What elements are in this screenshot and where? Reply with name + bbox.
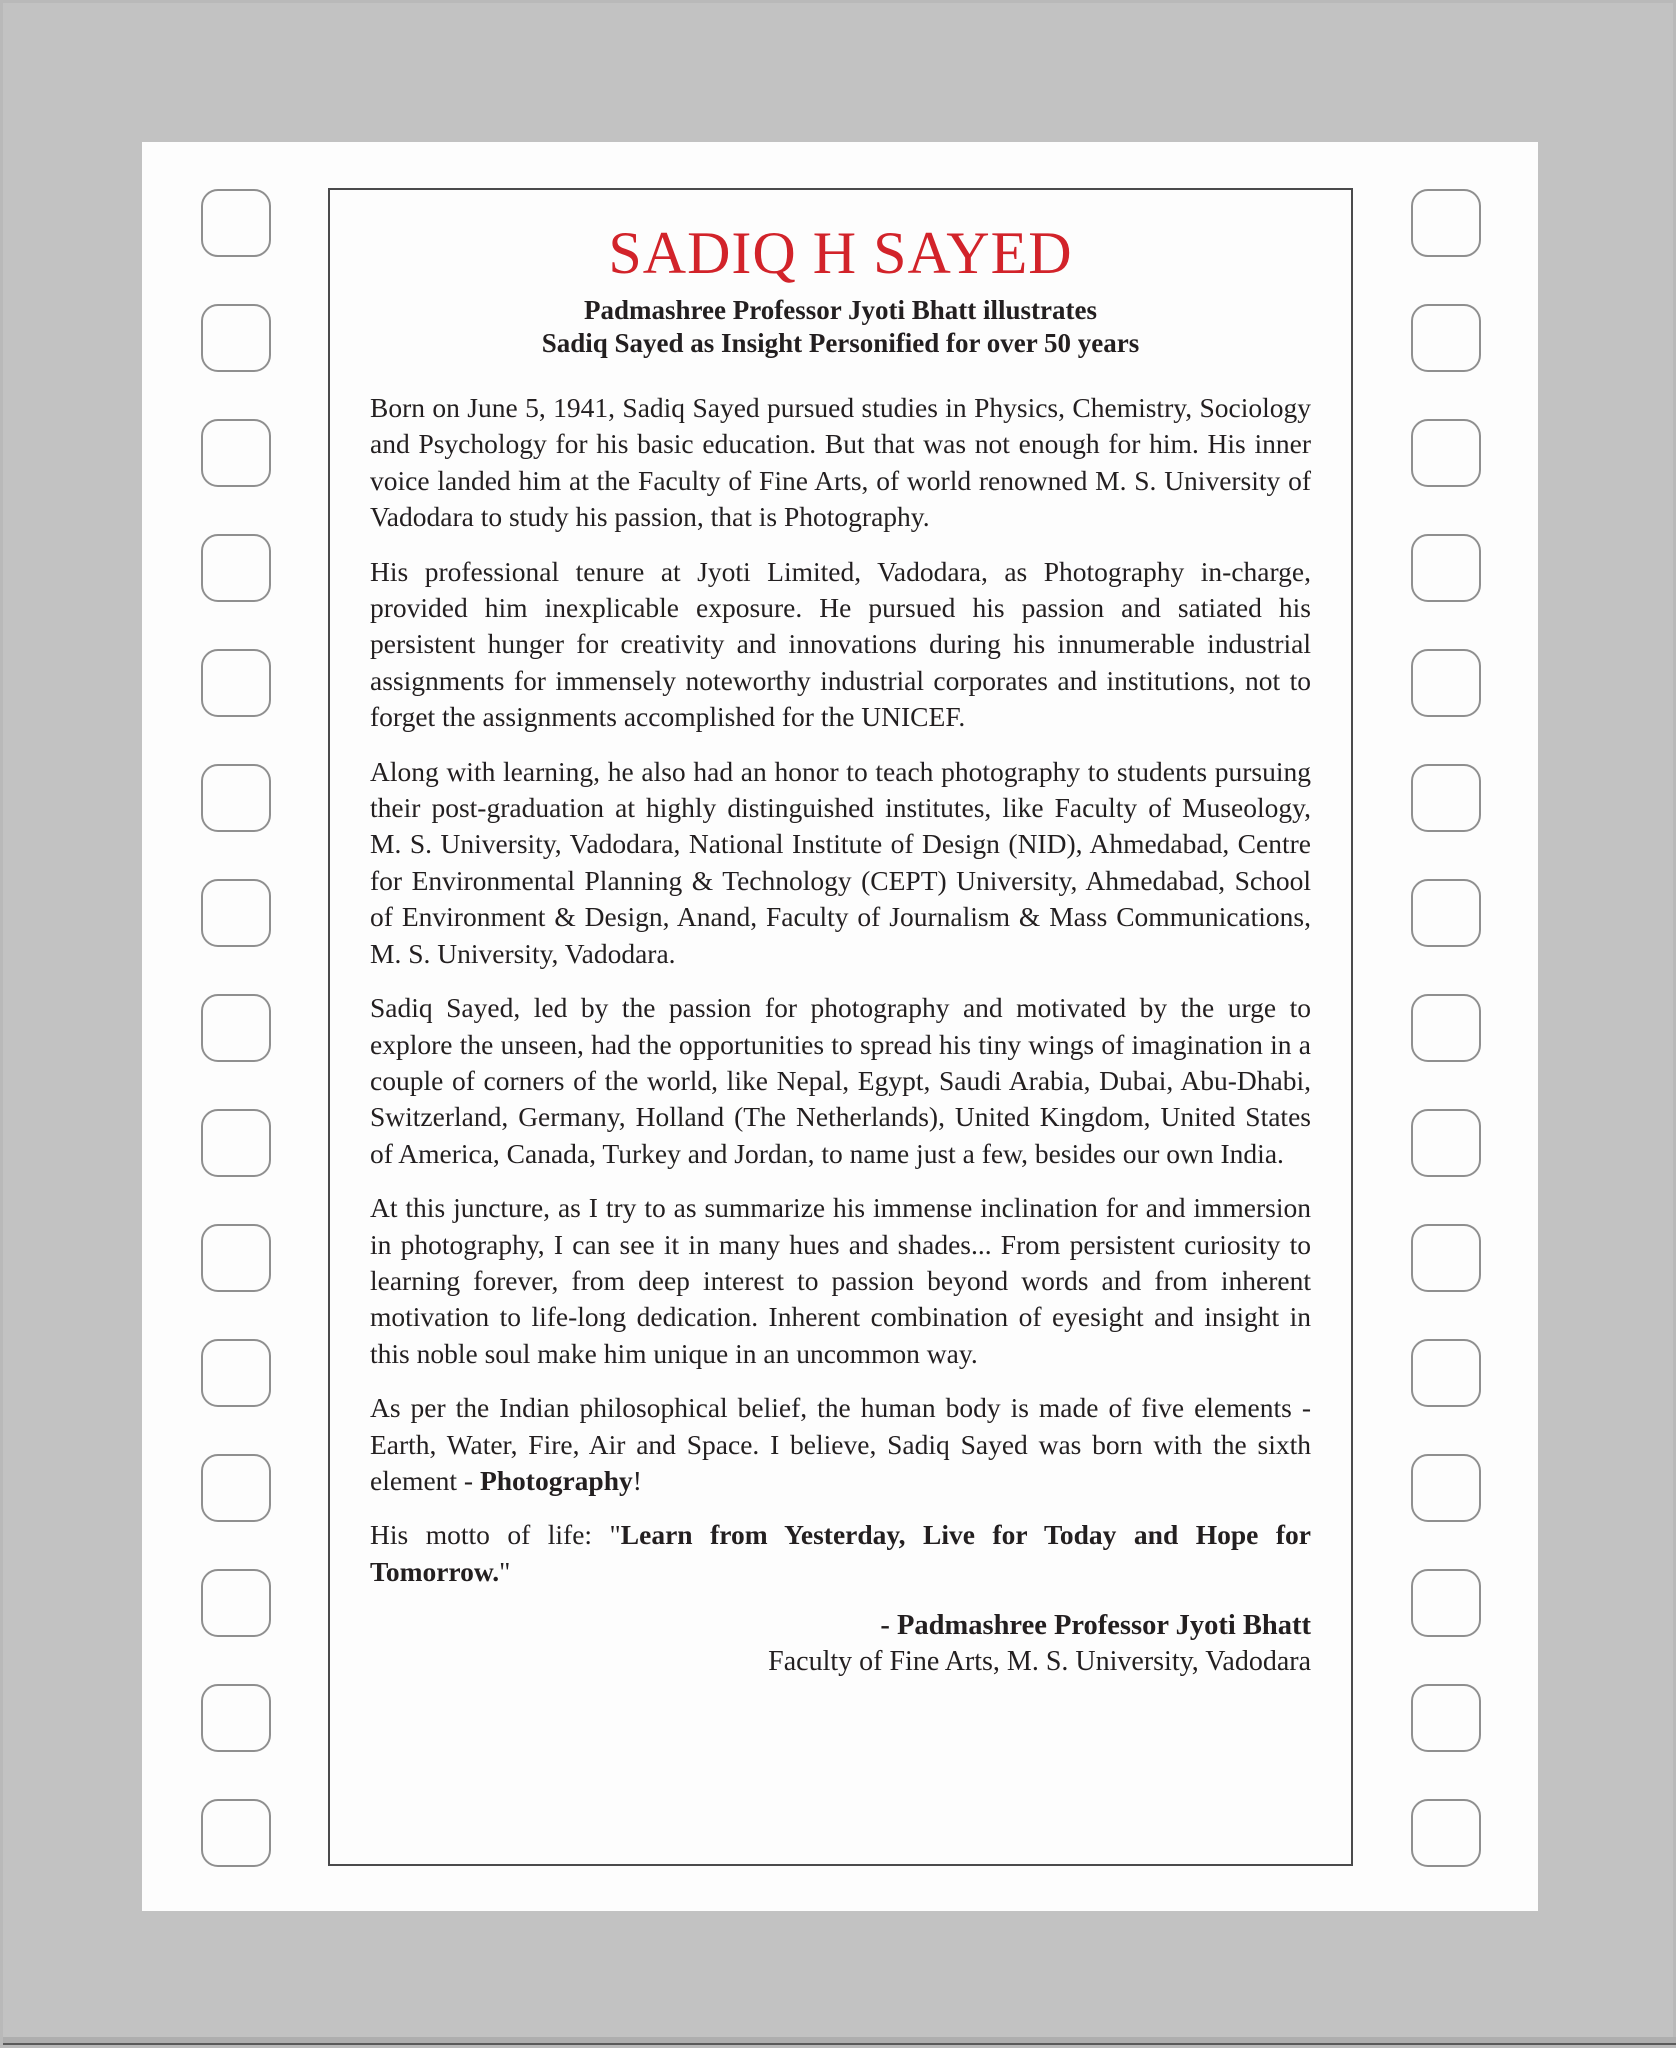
plain-text: Sadiq Sayed, led by the passion for photography and motivated by the urge to explore the unseen, had the opportunities to spread his tiny wings of imagination in a couple of corners of the world, like Nepal, Egypt, Saudi Arabia, Dubai, Abu-Dhabi, Switzerland, Germany, Holland (The Netherlands), United Kingdom, United States of America, Canada, Turkey and Jordan, to name just a few, besides our own India. <box>370 992 1311 1169</box>
film-sprocket-hole-icon <box>1411 534 1481 602</box>
plain-text: His motto of life: " <box>370 1519 621 1551</box>
bold-text: Photography <box>479 1464 633 1496</box>
film-sprocket-hole-icon <box>1411 1109 1481 1177</box>
film-sprocket-hole-icon <box>201 189 271 257</box>
page-subtitle <box>370 294 1311 360</box>
bold-text: Learn from Yesterday, Live for Today and Hope for Tomorrow. <box>370 1519 1311 1587</box>
film-sprocket-hole-icon <box>1411 189 1481 257</box>
scan-bottom-edge <box>3 2037 1676 2045</box>
subtitle-line-1: Padmashree Professor Jyoti Bhatt illustrates <box>584 295 1097 325</box>
signature-affiliation: Faculty of Fine Arts, M. S. University, Vadodara <box>768 1646 1311 1678</box>
film-sprocket-hole-icon <box>201 1684 271 1752</box>
film-sprocket-hole-icon <box>201 764 271 832</box>
film-sprocket-hole-icon <box>1411 1339 1481 1407</box>
film-sprocket-hole-icon <box>1411 649 1481 717</box>
film-sprocket-hole-icon <box>1411 994 1481 1062</box>
film-sprocket-hole-icon <box>201 1224 271 1292</box>
film-sprocket-hole-icon <box>1411 879 1481 947</box>
film-sprocket-hole-icon <box>201 1339 271 1407</box>
film-sprocket-hole-icon <box>1411 1224 1481 1292</box>
film-sprocket-hole-icon <box>1411 419 1481 487</box>
film-sprocket-hole-icon <box>1411 1454 1481 1522</box>
plain-text: At this juncture, as I try to as summarize his immense inclination for and immersion in photography, I can see it in many hues and shades... From persistent curiosity to learning forever, from deep interest to passion beyond words and from inherent motivation to life-long dedication. Inherent combination of eyesight and insight in this noble soul make him unique in an uncommon way. <box>370 1192 1311 1369</box>
plain-text: " <box>499 1555 511 1587</box>
film-sprocket-hole-icon <box>201 1799 271 1867</box>
film-sprocket-hole-icon <box>201 419 271 487</box>
plain-text: His professional tenure at Jyoti Limited, Vadodara, as Photography in-charge, provided him inexplicable exposure. He pursued his passion and satiated his persistent hunger for creativity and innovations during his innumerable industrial assignments for immensely noteworthy industrial corporates and institutions, not to forget the assignments accomplished for the UNICEF. <box>370 555 1311 733</box>
film-sprocket-hole-icon <box>201 649 271 717</box>
body-paragraph <box>370 390 1311 536</box>
film-sprocket-hole-icon <box>201 879 271 947</box>
plain-text: Along with learning, he also had an honor to teach photography to students pursuing their post-graduation at highly distinguished institutes, like Faculty of Museology, M. S. University, Vadodara, National Institute of Design (NID), Ahmedabad, Centre for Environmental Planning & Technology (CEPT) University, Ahmedabad, School of Environment & Design, Anand, Faculty of Journalism & Mass Communications, M. S. University, Vadodara. <box>370 755 1311 969</box>
plain-text: ! <box>632 1464 642 1496</box>
film-sprocket-hole-icon <box>201 1109 271 1177</box>
film-sprocket-hole-icon <box>1411 304 1481 372</box>
page-title: SADIQ H SAYED <box>608 220 1073 286</box>
body-paragraph <box>370 1390 1311 1499</box>
signature-block <box>370 1608 1311 1680</box>
film-sprocket-hole-icon <box>1411 1684 1481 1752</box>
biography-text-box <box>328 188 1353 1866</box>
film-sprocket-hole-icon <box>1411 1799 1481 1867</box>
film-sprocket-hole-icon <box>201 994 271 1062</box>
body-paragraph <box>370 754 1311 972</box>
film-frame-paper <box>142 142 1538 1911</box>
film-sprocket-hole-icon <box>201 534 271 602</box>
subtitle-line-2: Sadiq Sayed as Insight Personified for over 50 years <box>541 328 1140 358</box>
film-sprocket-column-right <box>1411 189 1481 1867</box>
body-paragraph <box>370 554 1311 736</box>
film-sprocket-hole-icon <box>201 1454 271 1522</box>
body-paragraph <box>370 1190 1311 1372</box>
film-sprocket-hole-icon <box>1411 1569 1481 1637</box>
signature-name: - Padmashree Professor Jyoti Bhatt <box>880 1610 1311 1642</box>
plain-text: As per the Indian philosophical belief, the human body is made of five elements - Earth, Water, Fire, Air and Space. I believe, Sadiq Sayed was born with the sixth element - <box>370 1392 1311 1496</box>
body-paragraph <box>370 1517 1311 1590</box>
article-body <box>370 390 1311 1590</box>
body-paragraph <box>370 990 1311 1172</box>
film-sprocket-column-left <box>201 189 271 1867</box>
plain-text: Born on June 5, 1941, Sadiq Sayed pursued studies in Physics, Chemistry, Sociology and Psychology for his basic education. But that was not enough for him. His inner voice landed him at the Faculty of Fine Arts, of world renowned M. S. University of Vadodara to study his passion, that is Photography. <box>370 392 1311 533</box>
film-sprocket-hole-icon <box>201 304 271 372</box>
film-sprocket-hole-icon <box>201 1569 271 1637</box>
film-sprocket-hole-icon <box>1411 764 1481 832</box>
